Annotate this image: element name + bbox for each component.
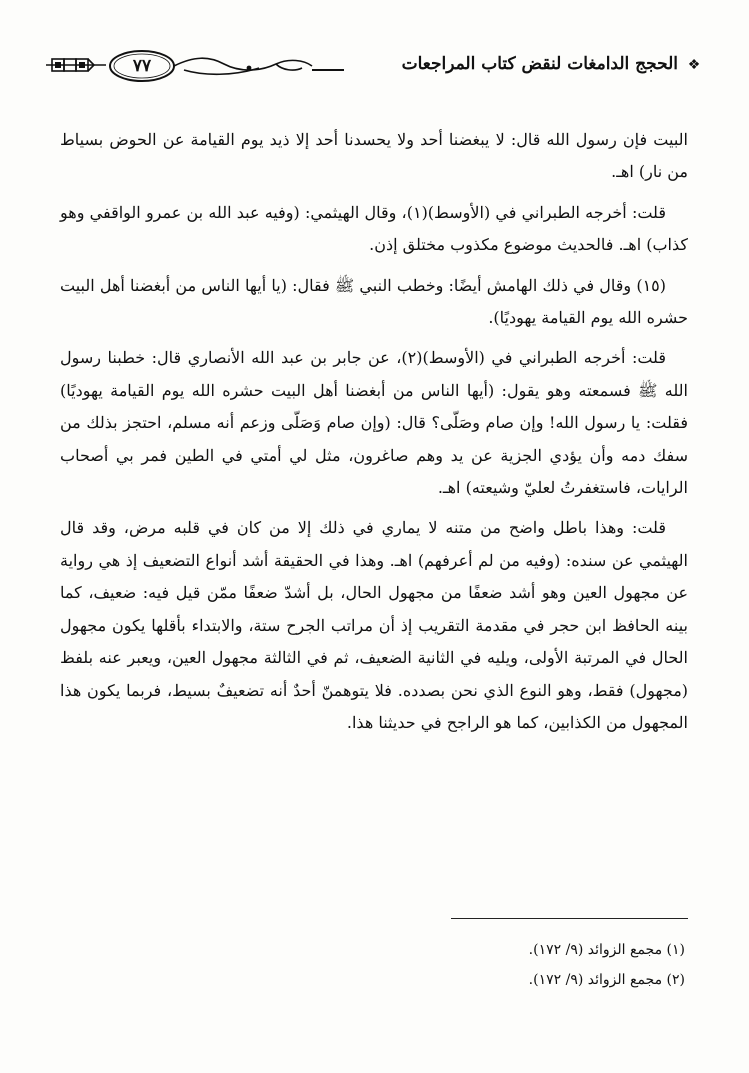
paragraph: قلت: أخرجه الطبراني في (الأوسط)(٢)، عن جابر بن عبد الله الأنصاري قال: خطبنا رسول الله ﷺ فسمعته وهو يقول: (أيها الناس من أبغضنا أهل البيت حشره الله يوم القيامة يهوديًا) فقلت: يا رسول الله! وإن صام وصَلّى؟ قال: (وإن صام وَصَلّى وزعم أنه مسلم، احتجز بذلك من سفك دمه وأن يؤدي الجزية عن يد وهم صاغرون، مثل لي أمتي في الطين فمر بي أصحاب الرايات، فاستغفرتُ لعليّ وشيعته) اهـ. bbox=[60, 348, 688, 498]
ornamental-square-icon: ❖ bbox=[687, 57, 701, 73]
paragraph: قلت: وهذا باطل واضح من متنه لا يماري في ذلك إلا من كان في قلبه مرض، وقد قال الهيثمي عن سنده: (وفيه من لم أعرفهم) اهـ. وهذا في الحقيقة أشد أنواع التضعيف إذ هي رواية عن مجهول العين وهو أشد ضعفًا من مجهول الحال، بل أشدّ ضعفًا ممّن قيل فيه: ضعيف، كما بينه الحافظ ابن حجر في مقدمة التقريب إذ أن مراتب الجرح ستة، والابتداء بأقلها يكون مجهول الحال في المرتبة الأولى، ويليه في الثانية الضعيف، ثم في الثالثة مجهول العين، ويعبر عنه بلفظ (مجهول) فقط، وهو النوع الذي نحن بصدده. فلا يتوهمنّ أحدٌ أنه تضعيفٌ بسيط، فربما يكون هذا المجهول من الكذابين، كما هو الراجح في حديثنا هذا. bbox=[60, 518, 689, 732]
footnote-divider bbox=[451, 918, 688, 919]
footnote: (٢) مجمع الزوائد (٩/ ١٧٢). bbox=[528, 972, 685, 988]
running-title: الحجج الدامغات لنقض كتاب المراجعات bbox=[401, 54, 678, 74]
footnote: (١) مجمع الزوائد (٩/ ١٧٢). bbox=[528, 942, 685, 958]
main-text bbox=[60, 124, 688, 739]
page-number: ٧٧ bbox=[132, 56, 152, 76]
paragraph: قلت: أخرجه الطبراني في (الأوسط)(١)، وقال الهيثمي: (وفيه عبد الله بن عمرو الواقفي وهو كذاب) اهـ. فالحديث موضوع مكذوب مختلق إذن. bbox=[60, 202, 688, 255]
paragraph: البيت فإن رسول الله قال: لا يبغضنا أحد ولا يحسدنا أحد إلا ذيد يوم القيامة عن الحوض بسياط من نار) اهـ. bbox=[60, 130, 688, 182]
footnotes bbox=[325, 935, 685, 995]
paragraph: (١٥) وقال في ذلك الهامش أيضًا: وخطب النبي ﷺ فقال: (يا أيها الناس من أبغضنا أهل البيت حشره الله يوم القيامة يهوديًا). bbox=[60, 275, 688, 328]
running-header bbox=[44, 48, 706, 84]
